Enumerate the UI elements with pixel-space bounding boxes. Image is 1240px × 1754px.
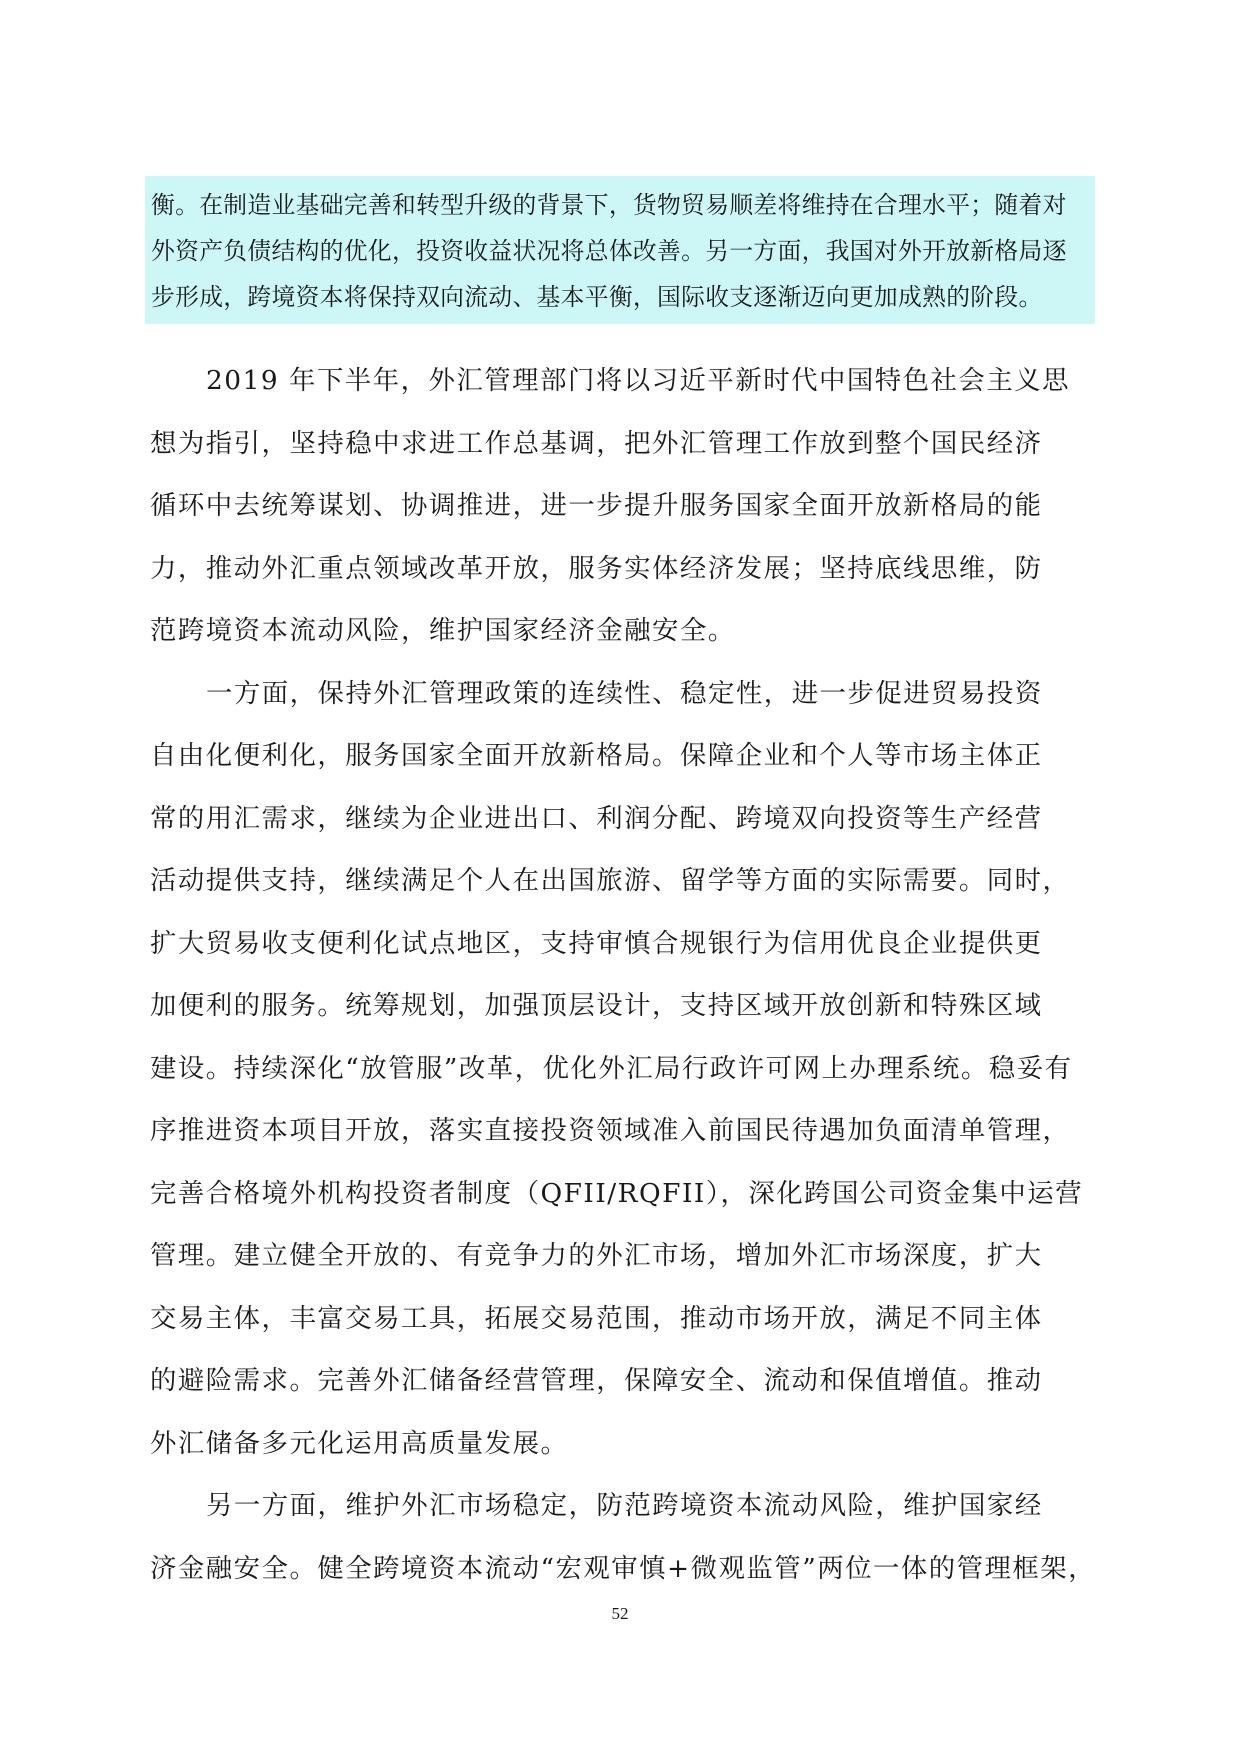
paragraph-line: 济金融安全。健全跨境资本流动“宏观审慎+微观监管”两位一体的管理框架，	[150, 1552, 1097, 1584]
paragraph-line: 完善合格境外机构投资者制度（QFII/RQFII），深化跨国公司资金集中运营	[150, 1177, 1084, 1209]
paragraph-line: 外汇储备多元化运用高质量发展。	[150, 1427, 569, 1459]
page-number: 52	[611, 1604, 629, 1623]
paragraph-line: 活动提供支持，继续满足个人在出国旅游、留学等方面的实际需要。同时，	[150, 865, 1071, 896]
paragraph-line: 自由化便利化，服务国家全面开放新格局。保障企业和个人等市场主体正	[150, 740, 1043, 771]
body-text	[150, 350, 1096, 1600]
paragraph-outlook	[150, 350, 1096, 663]
highlighted-paragraph	[145, 176, 1095, 324]
paragraph-line: 一方面，保持外汇管理政策的连续性、稳定性，进一步促进贸易投资	[206, 677, 1043, 709]
highlighted-line: 外资产负债结构的优化，投资收益状况将总体改善。另一方面，我国对外开放新格局逐	[151, 237, 1067, 265]
paragraph-line: 力，推动外汇重点领域改革开放，服务实体经济发展；坚持底线思维，防	[150, 552, 1043, 584]
paragraph-line: 建设。持续深化“放管服”改革，优化外汇局行政许可网上办理系统。稳妥有	[150, 1052, 1073, 1084]
highlighted-line: 衡。在制造业基础完善和转型升级的背景下，货物贸易顺差将维持在合理水平；随着对	[151, 191, 1067, 219]
highlighted-line: 步形成，跨境资本将保持双向流动、基本平衡，国际收支逐渐迈向更加成熟的阶段。	[151, 283, 1043, 311]
paragraph-line: 交易主体，丰富交易工具，拓展交易范围，推动市场开放，满足不同主体	[150, 1302, 1043, 1334]
paragraph-opening-up	[150, 663, 1096, 1476]
paragraph-line: 2019 年下半年，外汇管理部门将以习近平新时代中国特色社会主义思	[206, 365, 1070, 396]
paragraph-line: 管理。建立健全开放的、有竞争力的外汇市场，增加外汇市场深度，扩大	[150, 1240, 1043, 1271]
paragraph-risk-prevention	[150, 1475, 1096, 1600]
paragraph-line: 加便利的服务。统筹规划，加强顶层设计，支持区域开放创新和特殊区域	[150, 990, 1043, 1021]
paragraph-line: 另一方面，维护外汇市场稳定，防范跨境资本流动风险，维护国家经	[206, 1490, 1043, 1521]
paragraph-line: 想为指引，坚持稳中求进工作总基调，把外汇管理工作放到整个国民经济	[150, 427, 1043, 459]
paragraph-line: 的避险需求。完善外汇储备经营管理，保障安全、流动和保值增值。推动	[150, 1365, 1043, 1396]
paragraph-line: 循环中去统筹谋划、协调推进，进一步提升服务国家全面开放新格局的能	[150, 490, 1043, 521]
paragraph-line: 扩大贸易收支便利化试点地区，支持审慎合规银行为信用优良企业提供更	[150, 927, 1043, 959]
paragraph-line: 常的用汇需求，继续为企业进出口、利润分配、跨境双向投资等生产经营	[150, 802, 1043, 834]
paragraph-line: 序推进资本项目开放，落实直接投资领域准入前国民待遇加负面清单管理，	[150, 1115, 1071, 1146]
paragraph-line: 范跨境资本流动风险，维护国家经济金融安全。	[150, 615, 736, 646]
